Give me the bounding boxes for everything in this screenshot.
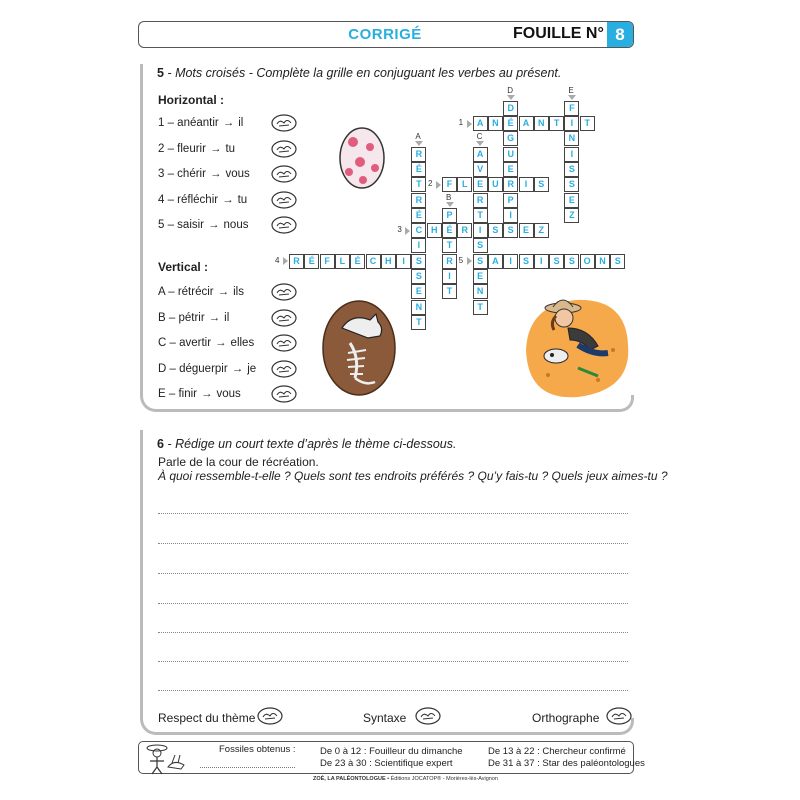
vertical-clue bbox=[158, 337, 254, 349]
crossword-cell[interactable]: P bbox=[442, 208, 457, 223]
criteria-theme: Respect du thème bbox=[158, 711, 256, 725]
writing-line[interactable] bbox=[158, 513, 628, 514]
clue-verb: D – déguerpir bbox=[158, 362, 228, 375]
crossword-cell[interactable]: E bbox=[519, 223, 534, 238]
fossil-score-icon[interactable] bbox=[415, 707, 441, 725]
range-1: De 0 à 12 : Fouilleur du dimanche bbox=[320, 746, 463, 757]
crossword-cell[interactable]: S bbox=[564, 254, 579, 269]
crossword-cell[interactable]: T bbox=[442, 238, 457, 253]
crossword-cell[interactable]: S bbox=[473, 238, 488, 253]
writing-line[interactable] bbox=[158, 690, 628, 691]
arrow-down-icon bbox=[476, 141, 484, 146]
crossword-cell[interactable]: P bbox=[503, 193, 518, 208]
arrow-icon: → bbox=[215, 337, 227, 349]
arrow-icon: → bbox=[231, 362, 244, 375]
fossil-skeleton-illustration bbox=[320, 298, 398, 398]
clue-pronoun: elles bbox=[230, 337, 255, 349]
writing-line[interactable] bbox=[158, 543, 628, 544]
arrow-down-icon bbox=[507, 95, 515, 100]
fossiles-label: Fossiles obtenus : bbox=[219, 744, 296, 755]
crossword-cell[interactable]: S bbox=[564, 177, 579, 192]
horizontal-clue bbox=[158, 143, 235, 155]
crossword-cell[interactable]: S bbox=[503, 223, 518, 238]
arrow-down-icon bbox=[446, 202, 454, 207]
crossword-cell[interactable]: N bbox=[534, 116, 549, 131]
crossword-cell[interactable]: L bbox=[335, 254, 350, 269]
clue-verb: C – avertir bbox=[158, 337, 212, 349]
crossword-cell[interactable]: S bbox=[610, 254, 625, 269]
crossword-number: 4 bbox=[275, 255, 280, 265]
arrow-right-icon bbox=[436, 181, 441, 189]
writing-line[interactable] bbox=[158, 632, 628, 633]
fossil-score-icon[interactable] bbox=[271, 216, 297, 234]
crossword-cell[interactable]: F bbox=[564, 101, 579, 116]
clue-verb: 2 – fleurir bbox=[158, 142, 206, 155]
crossword-cell[interactable]: I bbox=[503, 208, 518, 223]
clue-pronoun: vous bbox=[225, 168, 250, 180]
crossword-cell[interactable]: I bbox=[503, 254, 518, 269]
crossword-number: 1 bbox=[458, 118, 464, 127]
crossword-cell[interactable]: T bbox=[442, 284, 457, 299]
paleontologist-illustration bbox=[518, 290, 630, 400]
fossil-score-icon[interactable] bbox=[271, 140, 297, 158]
crossword-cell[interactable]: É bbox=[304, 254, 319, 269]
horizontal-clue bbox=[158, 117, 243, 129]
crossword-cell[interactable]: T bbox=[549, 116, 564, 131]
arrow-right-icon bbox=[405, 227, 410, 235]
arrow-icon: → bbox=[208, 311, 221, 324]
crossword-cell[interactable]: E bbox=[411, 284, 426, 299]
range-3: De 23 à 30 : Scientifique expert bbox=[320, 758, 453, 769]
crossword-cell[interactable]: S bbox=[473, 254, 488, 269]
egg-illustration bbox=[335, 120, 390, 192]
horizontal-heading: Horizontal : bbox=[158, 93, 224, 107]
crossword-cell[interactable]: V bbox=[473, 162, 488, 177]
crossword-cell[interactable]: N bbox=[488, 116, 503, 131]
criteria-spelling: Orthographe bbox=[532, 711, 600, 725]
arrow-down-icon bbox=[415, 141, 423, 146]
crossword-number: 3 bbox=[397, 225, 402, 235]
crossword-cell[interactable]: E bbox=[473, 177, 488, 192]
crossword-letter: A bbox=[415, 131, 421, 141]
crossword-cell[interactable]: F bbox=[442, 177, 457, 192]
horizontal-clue bbox=[158, 219, 248, 231]
clue-pronoun: je bbox=[247, 362, 257, 375]
crossword-cell[interactable]: É bbox=[411, 162, 426, 177]
fossil-score-icon[interactable] bbox=[271, 334, 297, 352]
writing-line[interactable] bbox=[158, 661, 628, 662]
horizontal-clue bbox=[158, 168, 250, 180]
crossword-cell[interactable]: S bbox=[411, 269, 426, 284]
crossword-cell[interactable]: L bbox=[457, 177, 472, 192]
crossword-cell[interactable]: S bbox=[534, 177, 549, 192]
range-4: De 31 à 37 : Star des paléontologues bbox=[488, 758, 645, 769]
crossword-cell[interactable]: Z bbox=[564, 208, 579, 223]
fossiles-score-line[interactable] bbox=[200, 767, 295, 768]
crossword-cell[interactable]: I bbox=[473, 223, 488, 238]
vertical-clue bbox=[158, 286, 244, 298]
arrow-icon: → bbox=[209, 142, 222, 155]
arrow-right-icon bbox=[283, 257, 288, 265]
horizontal-clue bbox=[158, 194, 247, 206]
crossword-cell[interactable]: É bbox=[350, 254, 365, 269]
arrow-icon: → bbox=[222, 193, 234, 206]
crossword-cell[interactable]: F bbox=[320, 254, 335, 269]
crossword-cell[interactable]: C bbox=[411, 223, 426, 238]
vertical-heading: Vertical : bbox=[158, 260, 209, 274]
clue-verb: 1 – anéantir bbox=[158, 117, 219, 129]
crossword-cell[interactable]: D bbox=[503, 101, 518, 116]
crossword-cell[interactable]: A bbox=[473, 147, 488, 162]
arrow-icon: → bbox=[222, 117, 235, 129]
arrow-down-icon bbox=[568, 95, 576, 100]
crossword-number: 5 bbox=[458, 255, 464, 265]
fouille-label: FOUILLE N° bbox=[513, 25, 604, 42]
criteria-syntax: Syntaxe bbox=[363, 711, 407, 725]
arrow-icon: → bbox=[209, 168, 222, 180]
fouille-number: 8 bbox=[607, 22, 633, 47]
vertical-clue bbox=[158, 363, 256, 375]
crossword-cell[interactable]: S bbox=[549, 254, 564, 269]
crossword-letter: D bbox=[507, 85, 513, 95]
arrow-right-icon bbox=[467, 257, 472, 265]
crossword-letter: B bbox=[446, 192, 452, 202]
clue-verb: E – finir bbox=[158, 388, 197, 400]
clue-pronoun: il bbox=[224, 311, 230, 324]
publisher-line: ZOÉ, LA PALÉONTOLOGUE • Éditions JOCATOP® - Morières-lès-Avignon bbox=[313, 776, 498, 782]
crossword-cell[interactable]: R bbox=[473, 193, 488, 208]
crossword-cell[interactable]: N bbox=[473, 284, 488, 299]
crossword-cell[interactable]: I bbox=[534, 254, 549, 269]
crossword-cell[interactable]: G bbox=[503, 131, 518, 146]
clue-verb: B – pétrir bbox=[158, 311, 205, 324]
crossword-cell[interactable]: R bbox=[411, 147, 426, 162]
clue-pronoun: tu bbox=[225, 142, 236, 155]
arrow-right-icon bbox=[467, 120, 472, 128]
crossword-cell[interactable]: A bbox=[488, 254, 503, 269]
crossword-cell[interactable]: S bbox=[519, 254, 534, 269]
crossword-cell[interactable]: S bbox=[488, 223, 503, 238]
exercise6-prompt: Parle de la cour de récréation. bbox=[158, 455, 319, 469]
fossil-score-icon[interactable] bbox=[271, 385, 297, 403]
crossword-cell[interactable]: R bbox=[411, 193, 426, 208]
crossword-cell[interactable]: T bbox=[473, 208, 488, 223]
crossword-cell[interactable]: O bbox=[580, 254, 595, 269]
crossword-cell[interactable]: R bbox=[442, 254, 457, 269]
crossword-cell[interactable]: T bbox=[580, 116, 595, 131]
crossword-cell[interactable]: T bbox=[411, 177, 426, 192]
crossword-cell[interactable]: H bbox=[427, 223, 442, 238]
crossword-cell[interactable]: I bbox=[564, 147, 579, 162]
crossword-cell[interactable]: N bbox=[411, 300, 426, 315]
crossword-cell[interactable]: I bbox=[411, 238, 426, 253]
arrow-icon: → bbox=[208, 219, 220, 231]
corrige-title: CORRIGÉ bbox=[348, 26, 422, 43]
crossword-cell[interactable]: A bbox=[473, 116, 488, 131]
fossil-score-icon[interactable] bbox=[271, 165, 297, 183]
clue-verb: 3 – chérir bbox=[158, 168, 206, 180]
clue-pronoun: tu bbox=[237, 193, 248, 206]
crossword-cell[interactable]: C bbox=[366, 254, 381, 269]
fossil-score-icon[interactable] bbox=[271, 114, 297, 132]
crossword-cell[interactable]: R bbox=[457, 223, 472, 238]
fossil-score-icon[interactable] bbox=[271, 283, 297, 301]
crossword-cell[interactable]: I bbox=[519, 177, 534, 192]
fossil-score-icon[interactable] bbox=[271, 360, 297, 378]
crossword-cell[interactable]: Z bbox=[534, 223, 549, 238]
fossil-score-icon[interactable] bbox=[271, 191, 297, 209]
crossword-cell[interactable]: U bbox=[488, 177, 503, 192]
fossil-score-icon[interactable] bbox=[606, 707, 632, 725]
range-2: De 13 à 22 : Chercheur confirmé bbox=[488, 746, 626, 757]
fossil-score-icon[interactable] bbox=[257, 707, 283, 725]
crossword-cell[interactable]: T bbox=[411, 315, 426, 330]
clue-verb: A – rétrécir bbox=[158, 286, 214, 298]
arrow-icon: → bbox=[217, 286, 230, 298]
clue-verb: 5 – saisir bbox=[158, 219, 205, 231]
crossword-cell[interactable]: I bbox=[442, 269, 457, 284]
crossword-cell[interactable]: I bbox=[564, 116, 579, 131]
writing-line[interactable] bbox=[158, 573, 628, 574]
crossword-cell[interactable]: A bbox=[519, 116, 534, 131]
exercise6-questions: À quoi ressemble-t-elle ? Quels sont tes endroits préférés ? Qu’y fais-tu ? Quels jeux aimes-tu ? bbox=[158, 469, 668, 483]
crossword-cell[interactable]: S bbox=[564, 162, 579, 177]
crossword-letter: C bbox=[476, 131, 483, 141]
crossword-cell[interactable]: R bbox=[289, 254, 304, 269]
crossword-cell[interactable]: S bbox=[411, 254, 426, 269]
crossword-cell[interactable]: E bbox=[473, 269, 488, 284]
crossword-cell[interactable]: I bbox=[396, 254, 411, 269]
clue-verb: 4 – réfléchir bbox=[158, 193, 219, 206]
clue-pronoun: il bbox=[238, 117, 244, 129]
clue-pronoun: ils bbox=[233, 286, 244, 298]
vertical-clue bbox=[158, 312, 229, 324]
vertical-clue bbox=[158, 388, 241, 400]
crossword-number: 2 bbox=[428, 179, 433, 189]
crossword-cell[interactable]: E bbox=[503, 162, 518, 177]
writing-line[interactable] bbox=[158, 603, 628, 604]
crossword-letter: E bbox=[568, 85, 574, 95]
crossword-cell[interactable]: U bbox=[503, 147, 518, 162]
clue-pronoun: nous bbox=[223, 219, 249, 231]
clue-pronoun: vous bbox=[216, 388, 241, 400]
exercise6-title: 6 - Rédige un court texte d’après le thème ci-dessous. bbox=[157, 437, 457, 451]
fossil-score-icon[interactable] bbox=[271, 309, 297, 327]
crossword-cell[interactable]: H bbox=[381, 254, 396, 269]
crossword-cell[interactable]: É bbox=[442, 223, 457, 238]
paleontologist-mini-icon bbox=[142, 743, 188, 775]
crossword-cell[interactable]: É bbox=[411, 208, 426, 223]
crossword-cell[interactable]: E bbox=[564, 193, 579, 208]
crossword-cell[interactable]: É bbox=[503, 116, 518, 131]
crossword-cell[interactable]: T bbox=[473, 300, 488, 315]
crossword-cell[interactable]: N bbox=[595, 254, 610, 269]
exercise5-title: 5 - Mots croisés - Complète la grille en conjuguant les verbes au présent. bbox=[157, 66, 562, 80]
crossword-cell[interactable]: R bbox=[503, 177, 518, 192]
crossword-cell[interactable]: N bbox=[564, 131, 579, 146]
arrow-icon: → bbox=[201, 388, 213, 400]
